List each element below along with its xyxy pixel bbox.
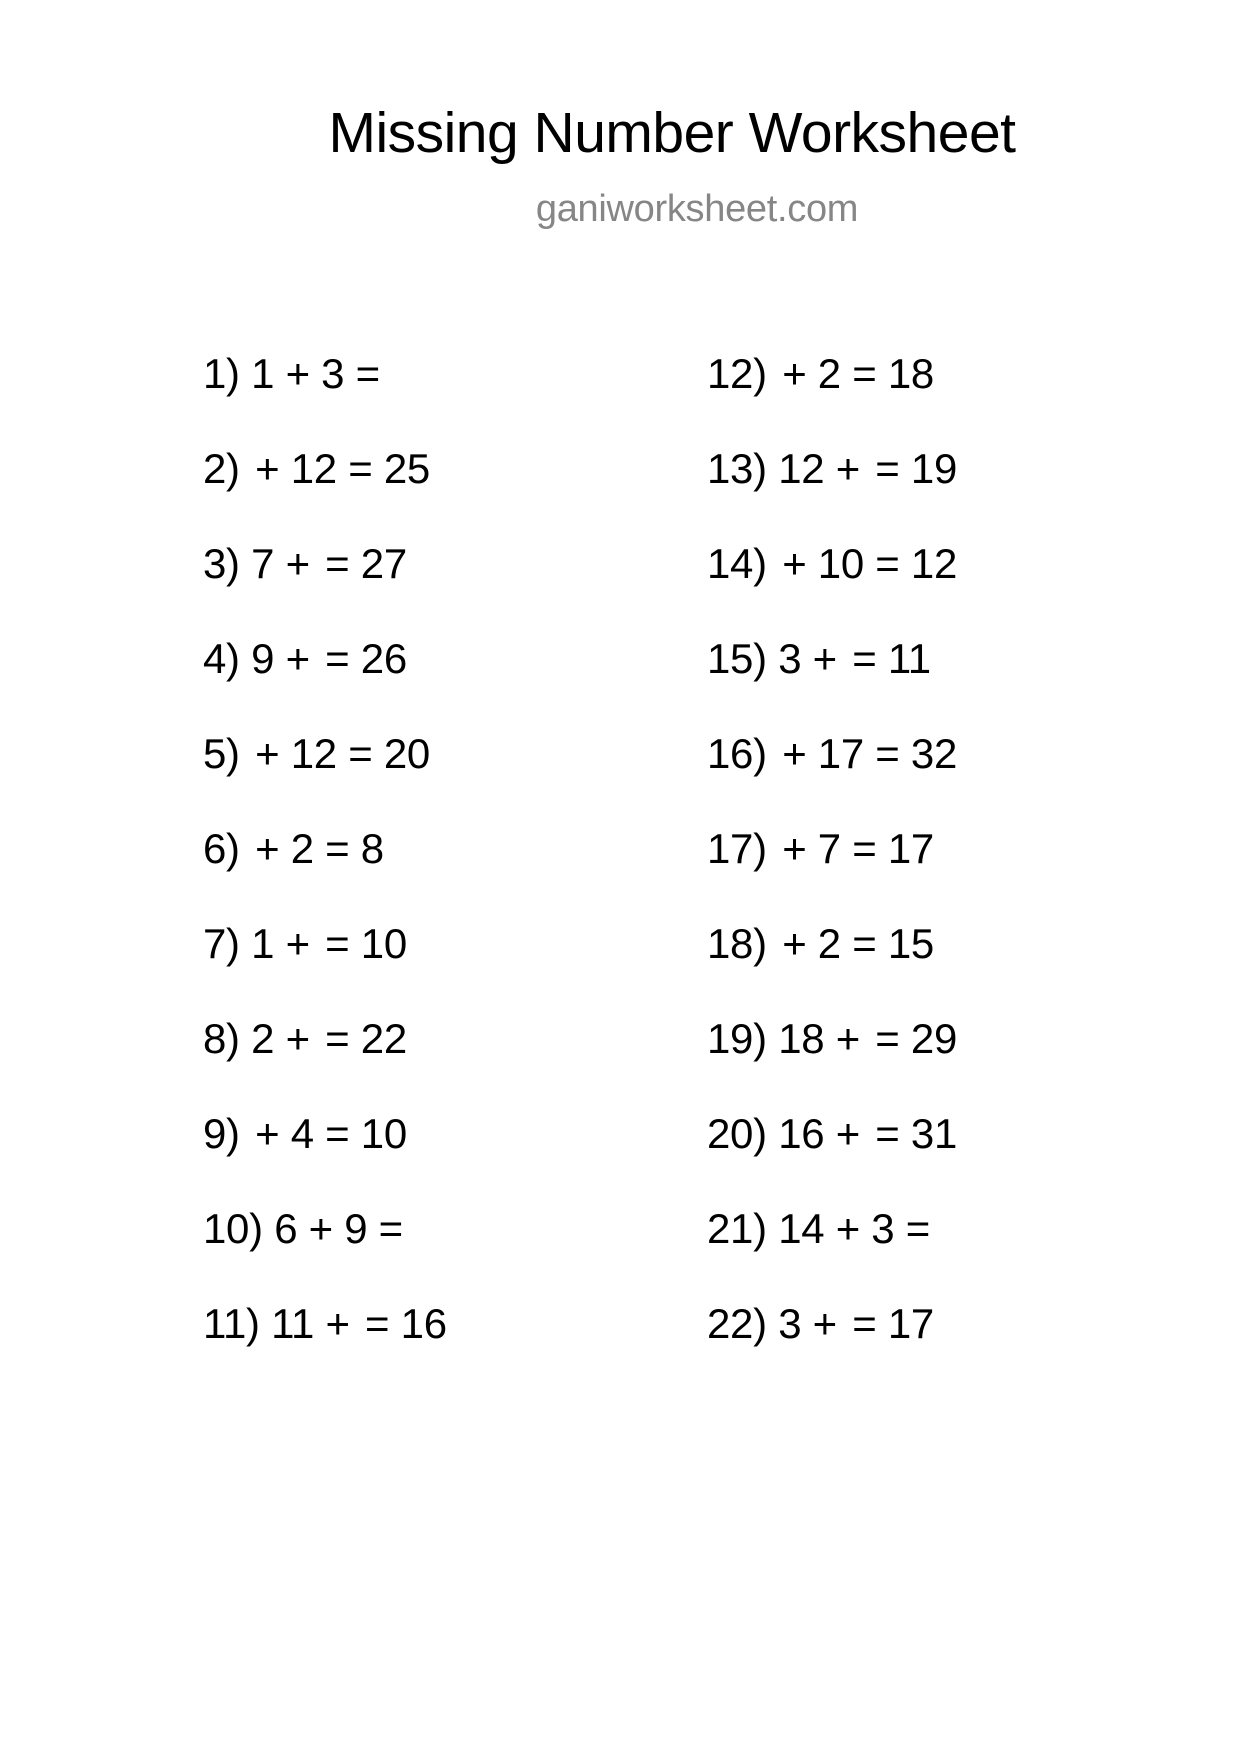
problem-number: 16) [707,730,767,777]
plus-sign: + [285,1015,310,1062]
sum: 16 [400,1300,447,1347]
problem-number: 6) [203,825,240,872]
plus-sign: + [782,540,807,587]
problem-number: 10) [203,1205,263,1252]
problem-number: 7) [203,920,240,967]
problem-number: 19) [707,1015,767,1062]
addend-a: 14 [778,1205,825,1252]
problem-row [707,1204,934,1254]
problem-row [203,1204,407,1254]
addend-b: 3 [871,1205,895,1252]
equals-sign: = [325,1110,350,1157]
plus-sign: + [255,730,280,777]
sum: 26 [360,635,407,682]
addend-b: 7 [817,825,841,872]
plus-sign: + [285,920,310,967]
sum: 32 [910,730,958,777]
problem-row [707,539,957,589]
equals-sign: = [852,825,877,872]
equals-sign: = [325,825,350,872]
plus-sign: + [782,920,807,967]
equals-sign: = [875,540,900,587]
problem-number: 14) [707,540,767,587]
problem-number: 11) [203,1300,260,1347]
sum: 10 [360,920,407,967]
addend-a: 18 [778,1015,825,1062]
equals-sign: = [852,635,877,682]
equals-sign: = [852,1300,877,1347]
plus-sign: + [835,1015,860,1062]
plus-sign: + [255,1110,280,1157]
problem-number: 9) [203,1110,240,1157]
addend-a: 11 [271,1300,315,1347]
addend-a: 1 [251,920,275,967]
plus-sign: + [782,730,807,777]
problem-row [707,729,957,779]
sum: 29 [910,1015,958,1062]
problem-number: 13) [707,445,767,492]
sum: 11 [887,635,931,682]
addend-b: 3 [321,350,345,397]
addend-a: 16 [778,1110,825,1157]
addend-a: 3 [778,1300,802,1347]
sum: 31 [910,1110,958,1157]
plus-sign: + [835,1205,860,1252]
equals-sign: = [348,445,373,492]
addend-b: 9 [344,1205,368,1252]
addend-b: 2 [817,920,841,967]
sum: 10 [360,1110,407,1157]
problem-number: 1) [203,350,240,397]
plus-sign: + [812,1300,837,1347]
problem-row [203,634,407,684]
plus-sign: + [812,635,837,682]
addend-a: 1 [251,350,275,397]
plus-sign: + [782,825,807,872]
equals-sign: = [905,1205,930,1252]
addend-b: 12 [290,445,337,492]
problem-row [707,634,931,684]
problem-number: 3) [203,540,240,587]
addend-a: 6 [274,1205,298,1252]
addend-a: 2 [251,1015,275,1062]
sum: 19 [910,445,958,492]
sum: 27 [360,540,407,587]
equals-sign: = [852,920,877,967]
sum: 17 [887,825,934,872]
plus-sign: + [285,635,310,682]
addend-b: 4 [290,1110,314,1157]
equals-sign: = [875,730,900,777]
problem-row [203,729,430,779]
sum: 15 [887,920,934,967]
problem-row [707,824,934,874]
equals-sign: = [875,1015,900,1062]
equals-sign: = [852,350,877,397]
problem-row [707,349,934,399]
problem-number: 18) [707,920,767,967]
equals-sign: = [365,1300,390,1347]
sum: 12 [910,540,958,587]
plus-sign: + [325,1300,350,1347]
problem-number: 15) [707,635,767,682]
problem-row [707,1014,957,1064]
plus-sign: + [308,1205,333,1252]
sum: 20 [383,730,430,777]
equals-sign: = [875,445,900,492]
addend-b: 2 [290,825,314,872]
problem-number: 20) [707,1110,767,1157]
problem-row [203,1014,407,1064]
equals-sign: = [325,1015,350,1062]
sum: 8 [360,825,384,872]
problem-row [707,1109,957,1159]
sum: 25 [383,445,430,492]
equals-sign: = [325,920,350,967]
problem-number: 8) [203,1015,240,1062]
problem-number: 12) [707,350,767,397]
problem-row [203,539,407,589]
addend-a: 7 [251,540,275,587]
addend-b: 2 [817,350,841,397]
addend-a: 9 [251,635,275,682]
addend-b: 10 [817,540,864,587]
problem-row [203,1109,407,1159]
plus-sign: + [255,825,280,872]
problem-row [203,444,430,494]
plus-sign: + [285,350,310,397]
plus-sign: + [782,350,807,397]
equals-sign: = [378,1205,403,1252]
equals-sign: = [348,730,373,777]
website-credit: ganiworksheet.com [535,188,859,230]
equals-sign: = [355,350,380,397]
addend-b: 17 [817,730,864,777]
problem-row [707,919,934,969]
problem-row [203,1299,447,1349]
equals-sign: = [325,635,350,682]
problem-row [203,349,384,399]
sum: 18 [887,350,934,397]
addend-b: 12 [290,730,337,777]
problem-number: 17) [707,825,767,872]
addend-a: 12 [778,445,825,492]
plus-sign: + [835,445,860,492]
problem-number: 5) [203,730,240,777]
problem-number: 22) [707,1300,767,1347]
problem-row [203,824,384,874]
problem-number: 4) [203,635,240,682]
sum: 22 [360,1015,407,1062]
sum: 17 [887,1300,934,1347]
equals-sign: = [325,540,350,587]
problem-row [203,919,407,969]
plus-sign: + [255,445,280,492]
problem-row [707,1299,934,1349]
addend-a: 3 [778,635,802,682]
equals-sign: = [875,1110,900,1157]
plus-sign: + [285,540,310,587]
problem-number: 21) [707,1205,767,1252]
plus-sign: + [835,1110,860,1157]
problem-row [707,444,957,494]
problem-number: 2) [203,445,240,492]
worksheet-title: Missing Number Worksheet [328,101,1016,165]
